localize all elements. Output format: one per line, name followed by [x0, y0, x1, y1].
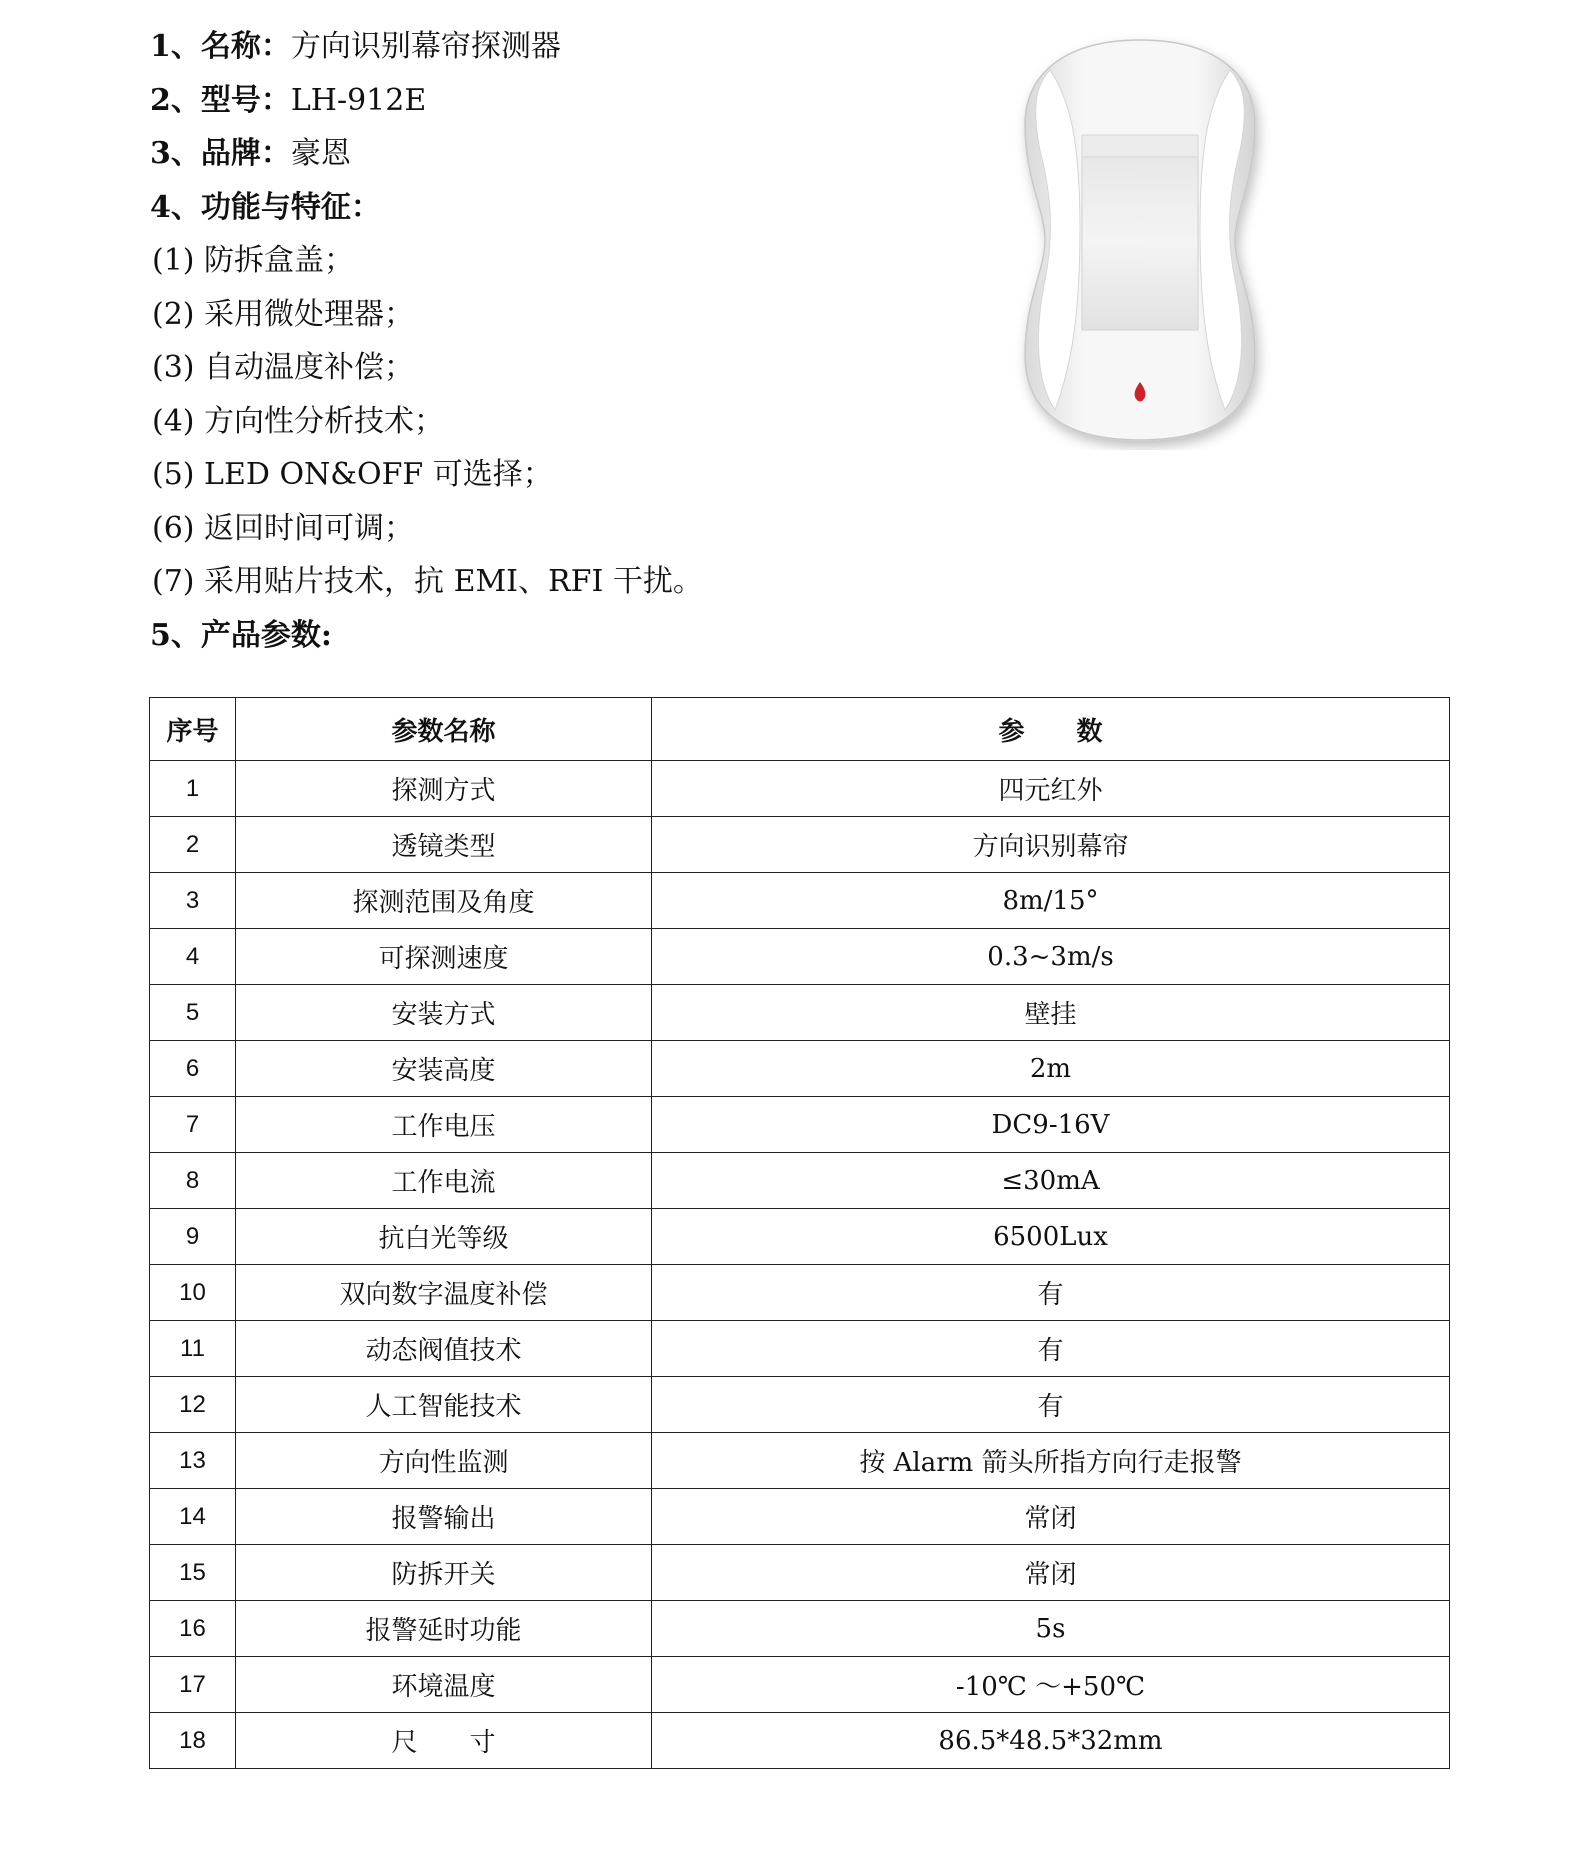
table-row: 4 可探测速度 0.3~3m/s: [150, 929, 1450, 985]
feature-item: (4) 方向性分析技术；: [152, 403, 445, 439]
feature-item: (1) 防拆盒盖；: [152, 243, 355, 278]
table-row: 2 透镜类型 方向识别幕帘: [150, 817, 1450, 873]
feature-item: (5) LED ON&OFF 可选择；: [152, 457, 553, 492]
info-name: 1、名称：方向识别幕帘探测器: [150, 29, 561, 64]
table-row: 15 防拆开关 常闭: [150, 1545, 1450, 1601]
parameter-table: [149, 697, 1450, 1769]
detector-lens: [1082, 155, 1198, 330]
table-row: 12 人工智能技术 有: [150, 1377, 1450, 1433]
table-row: 5 安装方式 壁挂: [150, 985, 1450, 1041]
params-heading: 5、产品参数:: [150, 617, 332, 653]
feature-item: (2) 采用微处理器；: [152, 296, 415, 332]
product-info: [150, 20, 970, 662]
info-model: 2、型号：LH-912E: [150, 82, 427, 118]
feature-item: (3) 自动温度补偿；: [152, 350, 415, 385]
table-row: 14 报警输出 常闭: [150, 1489, 1450, 1545]
table-row: 8 工作电流 ≤30mA: [150, 1153, 1450, 1209]
table-row: 11 动态阀值技术 有: [150, 1321, 1450, 1377]
table-row: 17 环境温度 -10℃ ～+50℃: [150, 1657, 1450, 1713]
table-row: 13 方向性监测 按 Alarm 箭头所指方向行走报警: [150, 1433, 1450, 1489]
feature-item: (6) 返回时间可调；: [152, 510, 415, 546]
detector-lens-top-band: [1082, 135, 1198, 157]
table-header-row: [150, 698, 1450, 761]
header-param-value: 参 数: [652, 698, 1450, 761]
product-photo: [1010, 30, 1270, 450]
table-row: 1 探测方式 四元红外: [150, 761, 1450, 817]
header-param-name: 参数名称: [236, 698, 652, 761]
table-row: 10 双向数字温度补偿 有: [150, 1265, 1450, 1321]
info-brand: 3、品牌：豪恩: [150, 136, 351, 171]
table-row: 16 报警延时功能 5s: [150, 1601, 1450, 1657]
table-row: 18 尺 寸 86.5*48.5*32mm: [150, 1713, 1450, 1769]
features-heading: 4、功能与特征：: [150, 189, 381, 225]
table-row: 6 安装高度 2m: [150, 1041, 1450, 1097]
table-row: 7 工作电压 DC9-16V: [150, 1097, 1450, 1153]
feature-item: (7) 采用贴片技术，抗 EMI、RFI 干扰。: [152, 564, 703, 599]
table-row: 9 抗白光等级 6500Lux: [150, 1209, 1450, 1265]
header-index: 序号: [150, 698, 236, 761]
table-row: 3 探测范围及角度 8m/15°: [150, 873, 1450, 929]
